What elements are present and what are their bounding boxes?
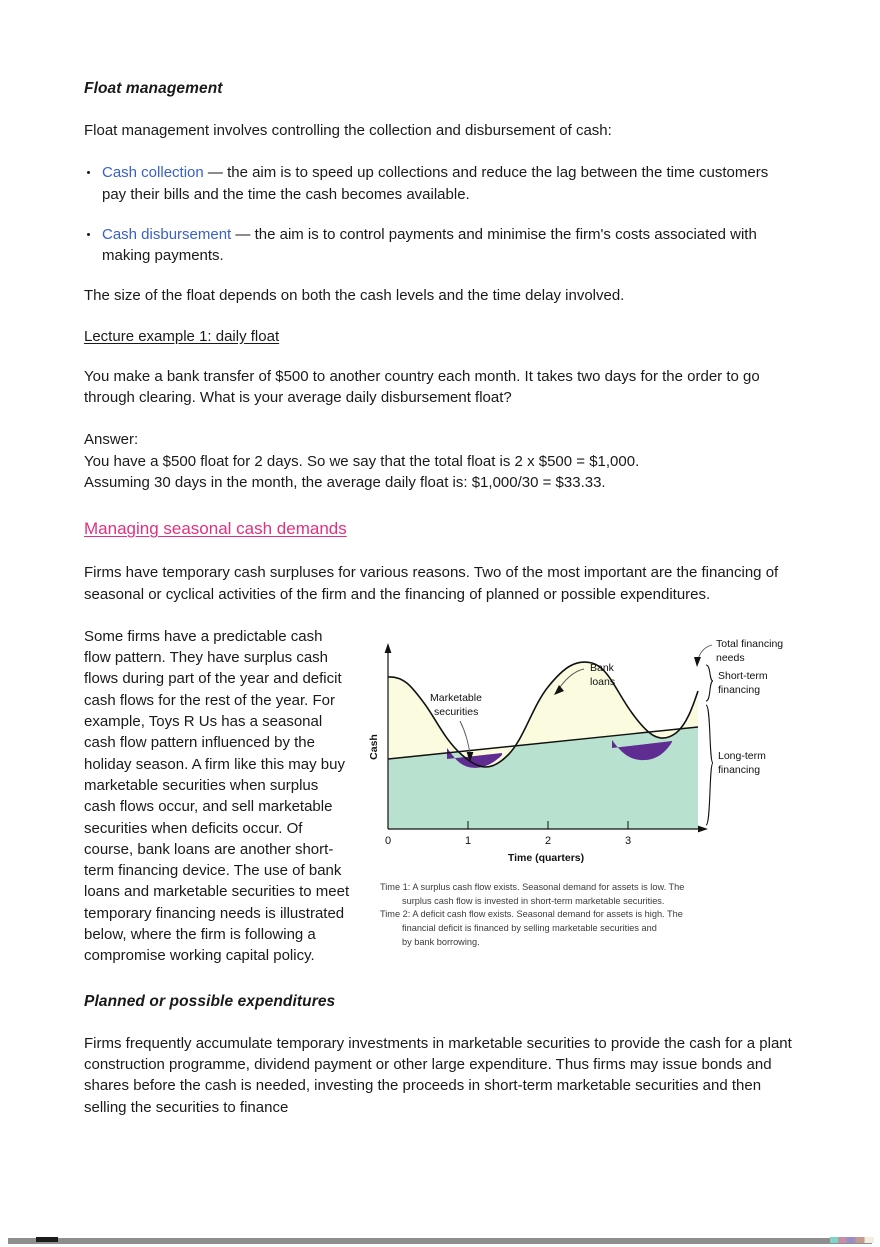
x-tick-label-1: 1 <box>464 834 472 847</box>
caption-time2-line3: by bank borrowing. <box>402 937 480 948</box>
annotation-short-term-financing-line1: Short-term <box>718 669 768 682</box>
seasonal-intro-paragraph: Firms have temporary cash surpluses for various reasons. Two of the most important are the financing of seasonal or cyclical activities of the firm and the financing of planned or possible expenditures. <box>84 564 779 603</box>
brace-short-term-financing <box>706 665 713 701</box>
term-cash-collection: Cash collection <box>102 164 204 182</box>
intro-paragraph: Float management involves controlling the collection and disbursement of cash: <box>84 122 612 139</box>
planned-expenditures-paragraph: Firms frequently accumulate temporary investments in marketable securities to provide the cash for a plant construction programme, dividend payment or other large expenditure. Thus firms may issue bonds and shares before the cash is needed, investing the proceeds in short-term marketable securities and then selling the securities to finance <box>84 1034 792 1116</box>
annotation-bank-loans-line1: Bank <box>590 661 614 674</box>
y-axis-arrow-icon <box>385 643 392 653</box>
seasonal-cash-chart <box>368 629 796 867</box>
lecture-example-answer <box>84 429 796 493</box>
page-title: Float management <box>84 80 223 97</box>
annotation-total-financing-line2: needs <box>716 651 745 664</box>
annotation-marketable-securities-line2: securities <box>434 705 479 718</box>
lecture-example-heading: Lecture example 1: daily float <box>84 327 280 345</box>
x-axis-arrow-icon <box>698 825 708 832</box>
annotation-leader-marketable-securities <box>460 721 470 753</box>
term-cash-disbursement: Cash disbursement <box>102 225 232 243</box>
bullet-text-1: the aim is to control payments and minimise the firm's costs associated with making payments. <box>102 225 757 265</box>
y-axis-label: Cash <box>368 734 380 760</box>
color-chip-strip <box>830 1237 874 1243</box>
dash-1: — <box>231 225 255 243</box>
caption-time2-line1: Time 2: A deficit cash flow exists. Seasonal demand for assets is high. The <box>380 909 683 920</box>
answer-line-1: You have a $500 float for 2 days. So we say that the total float is 2 x $500 = $1,000. <box>84 452 640 470</box>
caption-time2-line2: financial deficit is financed by selling marketable securities and <box>402 923 657 934</box>
annotation-arrow-total-financing <box>694 657 701 667</box>
brace-long-term-financing <box>706 705 713 825</box>
annotation-short-term-financing-line2: financing <box>718 683 761 696</box>
scrollbar-track[interactable] <box>8 1238 872 1244</box>
annotation-bank-loans-line2: loans <box>590 675 616 688</box>
annotation-long-term-financing-line1: Long-term <box>718 749 766 762</box>
figure-with-text-region <box>84 626 796 967</box>
annotation-marketable-securities-line1: Marketable <box>430 691 482 704</box>
answer-line-2: Assuming 30 days in the month, the average daily float is: $1,000/30 = $33.33. <box>84 473 606 491</box>
chart-svg <box>368 629 796 867</box>
x-axis-label: Time (quarters) <box>507 851 585 864</box>
caption-time1-line1: Time 1: A surplus cash flow exists. Seasonal demand for assets is low. The <box>380 881 685 892</box>
caption-time1-line2: surplus cash flow is invested in short-term marketable securities. <box>402 895 665 906</box>
seasonal-cash-demands-heading: Managing seasonal cash demands <box>84 519 347 539</box>
figure-caption <box>368 881 796 950</box>
wrap-paragraph: Some firms have a predictable cash flow pattern. They have surplus cash flows during part of the year and deficit cash flows for the rest of the year. For example, Toys R Us has a seasonal cash flow pattern influenced by the holiday season. A firm like this may buy marketable securities when surplus cash flows occur, and sell marketable securities when deficits occur. Of course, bank loans are another short-term financing device. The use of bank loans and marketable securities to meet temporary financing needs is illustrated below, where the firm is following a compromise working capital policy. <box>84 627 350 965</box>
cash-flow-figure <box>368 629 796 950</box>
x-tick-label-3: 3 <box>624 834 632 847</box>
planned-expenditures-heading: Planned or possible expenditures <box>84 992 336 1010</box>
annotation-leader-total-financing <box>698 645 712 659</box>
x-tick-label-2: 2 <box>544 834 552 847</box>
float-size-note: The size of the float depends on both the cash levels and the time delay involved. <box>84 287 625 305</box>
scrollbar-thumb[interactable] <box>36 1237 58 1242</box>
float-bullet-list <box>84 162 796 266</box>
annotation-long-term-financing-line2: financing <box>718 763 761 776</box>
answer-label: Answer: <box>84 431 139 449</box>
annotation-total-financing-line1: Total financing <box>716 637 784 650</box>
lecture-example-question: You make a bank transfer of $500 to another country each month. It takes two days for the order to go through clearing. What is your average daily disbursement float? <box>84 367 760 407</box>
dash-0: — <box>203 164 228 182</box>
bullet-text-0: the aim is to speed up collections and reduce the lag between the time customers pay their bills and the time the cash becomes available. <box>102 164 769 203</box>
list-item-cash-collection <box>84 162 796 205</box>
x-tick-label-0: 0 <box>384 834 392 847</box>
horizontal-scrollbar[interactable] <box>0 1234 880 1247</box>
document-content <box>84 80 796 1139</box>
list-item-cash-disbursement <box>84 224 796 267</box>
